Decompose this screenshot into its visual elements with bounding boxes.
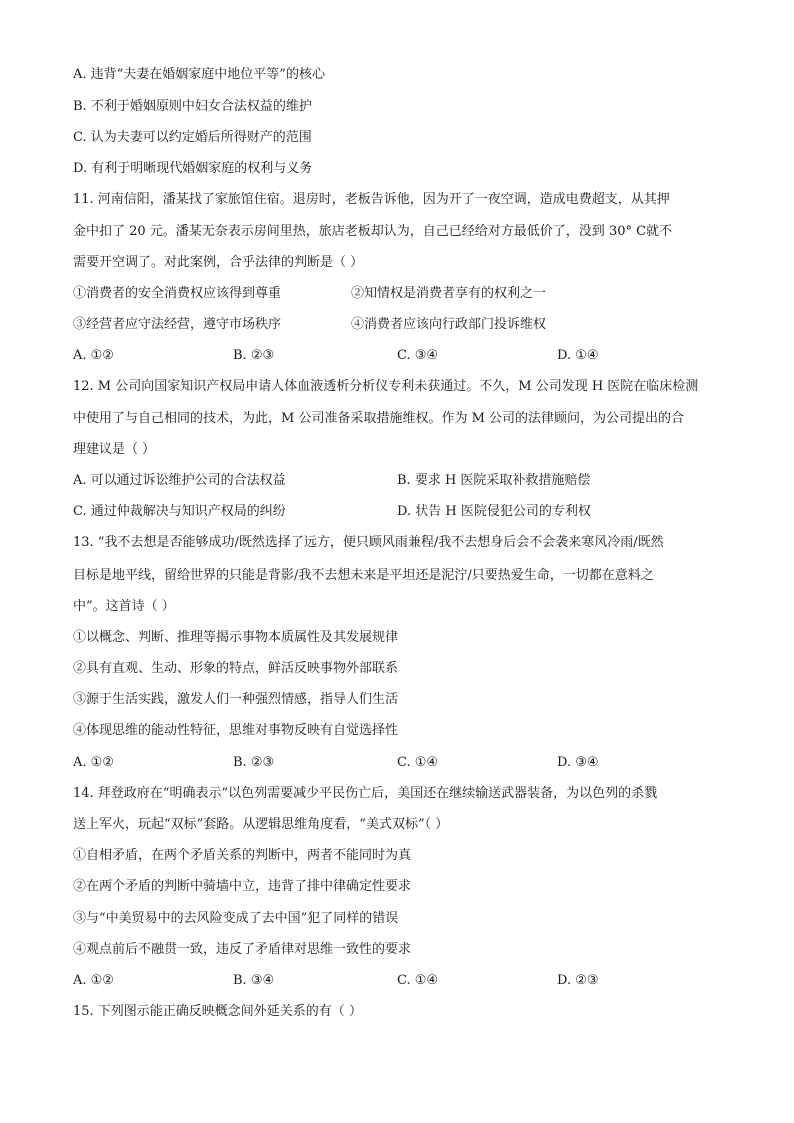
q10-option-d: D. 有利于明晰现代婚姻家庭的权利与义务	[73, 161, 313, 176]
q14-option-d: D. ②③	[557, 973, 599, 988]
q12-option-d: D. 状告 H 医院侵犯公司的专利权	[397, 504, 591, 519]
q13-option-d: D. ③④	[557, 755, 599, 770]
q11-option-c: C. ③④	[397, 348, 439, 363]
q12-stem-line2: 中使用了与自己相同的技术，为此，M 公司准备采取措施维权。作为 M 公司的法律顾问，为公司提出的合	[73, 411, 685, 426]
q13-option-a: A. ①②	[73, 755, 114, 770]
q13-stem-line2: 目标是地平线，留给世界的只能是背影/我不去想未来是平坦还是泥泞/只要热爱生命，一切都在意料之	[73, 568, 654, 583]
q11-stem-line1: 11. 河南信阳，潘某找了家旅馆住宿。退房时，老板告诉他，因为开了一夜空调，造成电费超支，从其押	[73, 192, 670, 207]
q14-stem-line1: 14. 拜登政府在“明确表示”以色列需要减少平民伤亡后，美国还在继续输送武器装备，为以色列的杀戮	[73, 786, 658, 801]
q15-stem-line1: 15. 下列图示能正确反映概念间外延关系的有（ ）	[73, 1004, 362, 1019]
q13-item-1: ①以概念、判断、推理等揭示事物本质属性及其发展规律	[73, 630, 399, 645]
q13-item-3: ③源于生活实践，激发人们一种强烈情感，指导人们生活	[73, 692, 399, 707]
q13-item-2: ②具有直观、生动、形象的特点，鲜活反映事物外部联系	[73, 661, 399, 676]
q12-option-a: A. 可以通过诉讼维护公司的合法权益	[73, 473, 286, 488]
q11-item-3: ③经营者应守法经营，遵守市场秩序	[73, 317, 282, 332]
q13-stem-line1: 13. “我不去想是否能够成功/既然选择了远方，便只顾风雨兼程/我不去想身后会不会袭来寒风冷雨/既然	[73, 535, 664, 550]
q11-option-a: A. ①②	[73, 348, 114, 363]
q14-item-1: ①自相矛盾，在两个矛盾关系的判断中，两者不能同时为真	[73, 848, 412, 863]
q10-option-c: C. 认为夫妻可以约定婚后所得财产的范围	[73, 130, 312, 145]
q11-option-b: B. ②③	[233, 348, 275, 363]
q11-item-1: ①消费者的安全消费权应该得到尊重	[73, 286, 282, 301]
q10-option-b: B. 不利于婚姻原则中妇女合法权益的维护	[73, 99, 312, 114]
q13-option-c: C. ①④	[397, 755, 439, 770]
q12-option-b: B. 要求 H 医院采取补救措施赔偿	[397, 473, 591, 488]
q13-item-4: ④体现思维的能动性特征，思维对事物反映有自觉选择性	[73, 723, 399, 738]
q13-stem-line3: 中”。这首诗（ ）	[73, 599, 175, 614]
q12-option-c: C. 通过仲裁解决与知识产权局的纠纷	[73, 504, 286, 519]
q11-stem-line2: 金中扣了 20 元。潘某无奈表示房间里热，旅店老板却认为，自己已经给对方最低价了，没到 30° C就不	[73, 224, 673, 239]
q11-item-2: ②知情权是消费者享有的权利之一	[351, 286, 547, 301]
q11-option-d: D. ①④	[557, 348, 599, 363]
q14-item-4: ④观点前后不融贯一致，违反了矛盾律对思维一致性的要求	[73, 942, 412, 957]
q13-option-b: B. ②③	[233, 755, 275, 770]
q14-item-3: ③与“中美贸易中的去风险变成了去中国”犯了同样的错误	[73, 911, 399, 926]
q14-option-b: B. ③④	[233, 973, 275, 988]
q14-stem-line2: 送上军火，玩起“双标”套路。从逻辑思维角度看，“美式双标”（ ）	[73, 817, 449, 832]
q12-stem-line1: 12. M 公司向国家知识产权局申请人体血液透析分析仪专利未获通过。不久，M 公司发现 H 医院在临床检测	[73, 379, 699, 394]
q11-item-4: ④消费者应该向行政部门投诉维权	[351, 317, 547, 332]
q14-option-a: A. ①②	[73, 973, 114, 988]
q14-item-2: ②在两个矛盾的判断中骑墙中立，违背了排中律确定性要求	[73, 879, 412, 894]
q11-stem-line3: 需要开空调了。对此案例，合乎法律的判断是（ ）	[73, 255, 364, 270]
q12-stem-line3: 理建议是（ ）	[73, 442, 156, 457]
q14-option-c: C. ①④	[397, 973, 439, 988]
q10-option-a: A. 违背“夫妻在婚姻家庭中地位平等”的核心	[73, 67, 325, 82]
